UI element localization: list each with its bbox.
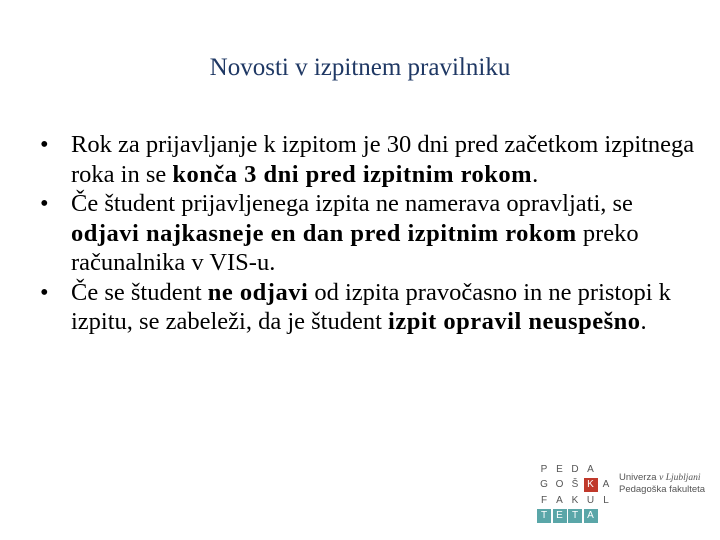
logo-letter-grid (537, 462, 598, 523)
logo-letter: E (553, 462, 567, 476)
bullet-text: Če se študent (71, 278, 208, 306)
bullet-item-3 (40, 278, 700, 337)
logo-letter: D (568, 462, 582, 476)
bullet-text: . (532, 160, 539, 188)
logo-caption (619, 472, 720, 496)
bullet-text: od izpita pravočasno in ne pristopi k izpitu, se zabeleži, da je študent (71, 278, 671, 335)
bullet-dot: • (40, 278, 49, 306)
logo-letter: A (584, 462, 598, 476)
bullet-text: preko računalnika v VIS-u. (71, 219, 639, 276)
logo-letter: O (553, 478, 567, 492)
bullet-bold-text: ne odjavi (207, 278, 309, 306)
slide-title: Novosti v izpitnem pravilniku (209, 54, 511, 81)
logo-letter: A (553, 493, 567, 507)
bullet-text: Če študent prijavljenega izpita ne namerava opravljati, se (71, 190, 633, 217)
logo-letter: P (537, 462, 551, 476)
faculty-logo (537, 462, 706, 523)
bullet-text: . (640, 308, 647, 335)
logo-letter: F (537, 493, 551, 507)
bullet-bold-text: konča 3 dni pred izpitnim rokom (172, 160, 533, 188)
bullet-item-2 (40, 189, 700, 278)
logo-letter: G (537, 478, 551, 492)
bullet-dot: • (40, 190, 49, 217)
logo-letter: Š (568, 478, 582, 492)
logo-university: Univerza (619, 472, 660, 483)
logo-letter: L (599, 493, 613, 507)
logo-letter: K (568, 493, 582, 507)
logo-letter-red: K (584, 478, 598, 492)
bullet-bold-text: izpit opravil neuspešno (388, 308, 641, 335)
bullet-dot: • (40, 131, 49, 158)
bullet-bold-text: odjavi najkasneje en dan pred izpitnim rokom (71, 219, 577, 247)
bullet-text: Rok za prijavljanje k izpitom je 30 dni pred začetkom izpitnega roka in se (71, 131, 695, 188)
bullet-list (40, 130, 700, 337)
logo-letter: U (584, 493, 598, 507)
bullet-item-1 (40, 130, 700, 189)
logo-faculty: Pedagoška fakulteta (619, 484, 706, 495)
logo-letter-teal: A (584, 509, 598, 523)
logo-letter-teal: E (553, 509, 567, 523)
logo-letter-teal: T (537, 509, 551, 523)
logo-city: v Ljubljani (659, 473, 701, 483)
logo-letter: A (599, 478, 613, 492)
logo-letter-teal: T (568, 509, 582, 523)
